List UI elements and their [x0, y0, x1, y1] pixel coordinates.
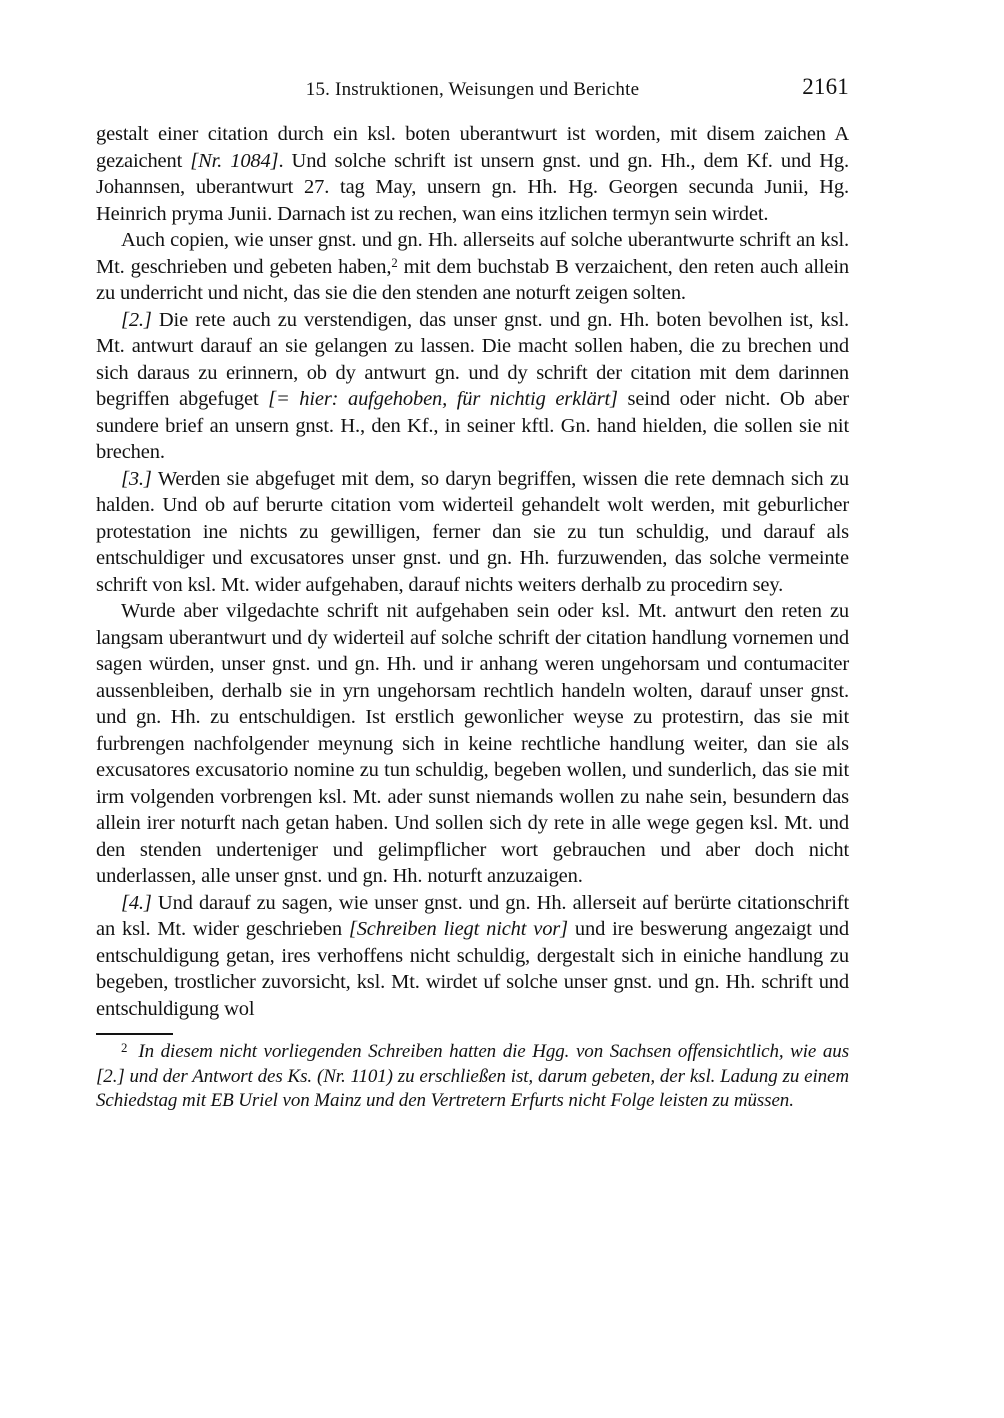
- editorial-insertion: [Nr. 1084]: [190, 149, 279, 172]
- running-header-title: 15. Instruktionen, Weisungen und Berichte: [305, 79, 640, 100]
- paragraph: [96, 466, 849, 599]
- running-header: [96, 74, 849, 106]
- paragraph: [96, 227, 849, 307]
- footnote-text: [96, 1041, 849, 1111]
- editorial-insertion: [= hier: aufgehoben, für nichtig erklärt]: [268, 388, 618, 410]
- footnote-ref: 2: [391, 255, 398, 270]
- paragraph: [96, 121, 849, 227]
- text-run: Wurde aber vilgedachte schrift nit aufgehaben sein oder ksl. Mt. antwurt den reten zu langsam uberantwurt und dy widerteil auf solche schrift der citation handlung vornemen und sagen würden, unser gnst. und gn. Hh. und ir anhang weren ungehorsam und contumaciter aussenbleiben, derhalb sie in yrn ungehorsam rechtlich handeln wolten, darauf unser gnst. und gn. Hh. zu entschuldigen. Ist erstlich gewonlicher weyse zu protestirn, das sie mit furbrengen nachfolgender meynung sich in keine rechtliche handlung weiter, dan sie als excusatores excusatorio nomine zu tun schuldig, begeben wollen, und sunderlich, das sie mit irm volgenden vorbrengen ksl. Mt. ader sunst niemands wollen zu nahe sein, besundern das allein irer noturft nach getan haben. Und sollen sich dy rete in alle wege gegen ksl. Mt. und den stenden underteniger und gelimpflicher wort gebrauchen und aber doch nicht underlassen, alle unser gnst. und gn. Hh. noturft anzuzaigen.: [96, 600, 849, 887]
- paragraph: [96, 307, 849, 466]
- text-run: gestalt einer citation durch ein ksl. boten uberantwurt ist worden, mit disem zaichen A gezaichent: [96, 123, 849, 172]
- editorial-insertion: [2.]: [121, 308, 152, 331]
- text-run: Werden sie abgefuget mit dem, so daryn begriffen, wissen die rete demnach sich zu halden. Und ob auf berurte citation vom widerteil gehandelt wolt werden, mit geburlicher protestation ine nichts zu gewilligen, ferner dan sie zu tun schuldig, und darauf als entschuldiger und excusatores unser gnst. und gn. Hh. furzuwenden, das solche vermeinte schrift von ksl. Mt. wider aufgehaben, darauf nichts weiters derhalb zu procedirn sey.: [96, 467, 849, 596]
- page-number: 2161: [802, 74, 849, 99]
- text-run: Die rete auch zu verstendigen, das unser gnst. und gn. Hh. boten bevolhen ist, ksl. Mt. antwurt darauf an sie gelangen zu lassen. Die macht sollen haben, die zu brechen und sich daraus zu erinnern, ob dy antwurt gn. und dy schrift der citation mit dem darinnen begriffen abgefuget: [96, 308, 849, 410]
- editorial-insertion: In diesem nicht vorliegenden Schreiben hatten die Hgg. von Sachsen offensichtlich, wie aus [2.] und der Antwort des Ks. (Nr. 1101) zu erschließen ist, darum gebeten, der ksl. Ladung zu einem Schiedstag mit EB Uriel von Mainz und den Vertretern Erfurts nicht Folge leisten zu müssen.: [96, 1041, 849, 1111]
- paragraph: [96, 598, 849, 890]
- text-block: [96, 74, 849, 1114]
- footnote-paragraph: [96, 1040, 849, 1114]
- editorial-insertion: [3.]: [121, 467, 152, 490]
- text-run: seind oder nicht. Ob aber sundere brief an unsern gnst. H., den Kf., in seiner kftl. Gn. hand hielden, die sollen sie nit brechen.: [96, 388, 849, 463]
- text-run: . Und solche schrift ist unsern gnst. und gn. Hh., dem Kf. und Hg. Johannsen, uberantwurt 27. tag May, unsern gn. Hh. Hg. Georgen secunda Junii, Hg. Heinrich pryma Junii. Darnach ist zu rechen, wan eins itzlichen termyn sein wirdet.: [96, 149, 849, 225]
- text-run: Auch copien, wie unser gnst. und gn. Hh. allerseits auf solche uberantwurte schrift an ksl. Mt. geschrieben und gebeten haben,: [96, 229, 849, 278]
- text-run: und ire beswerung angezaigt und entschuldigung getan, ires verhoffens nicht schuldig, dergestalt sich in einiche handlung zu begeben, trostlicher zuvorsicht, ksl. Mt. wirdet uf solche unser gnst. und gn. Hh. schrift und entschuldigung wol: [96, 918, 849, 1020]
- footnote-separator-rule: [96, 1033, 173, 1035]
- text-run: Und darauf zu sagen, wie unser gnst. und gn. Hh. allerseit auf berürte citationschrift an ksl. Mt. wider geschrieben: [96, 891, 849, 940]
- editorial-insertion: [Schreiben liegt nicht vor]: [348, 918, 568, 940]
- editorial-insertion: [4.]: [121, 891, 152, 914]
- text-run: mit dem buchstab B verzaichent, den reten auch allein zu underricht und nicht, das sie die den stenden ane noturft zeigen solten.: [96, 255, 849, 304]
- paragraph: [96, 890, 849, 1023]
- footnote: [96, 1040, 849, 1114]
- footnote-marker: 2: [121, 1039, 128, 1055]
- body-text: [96, 121, 849, 1022]
